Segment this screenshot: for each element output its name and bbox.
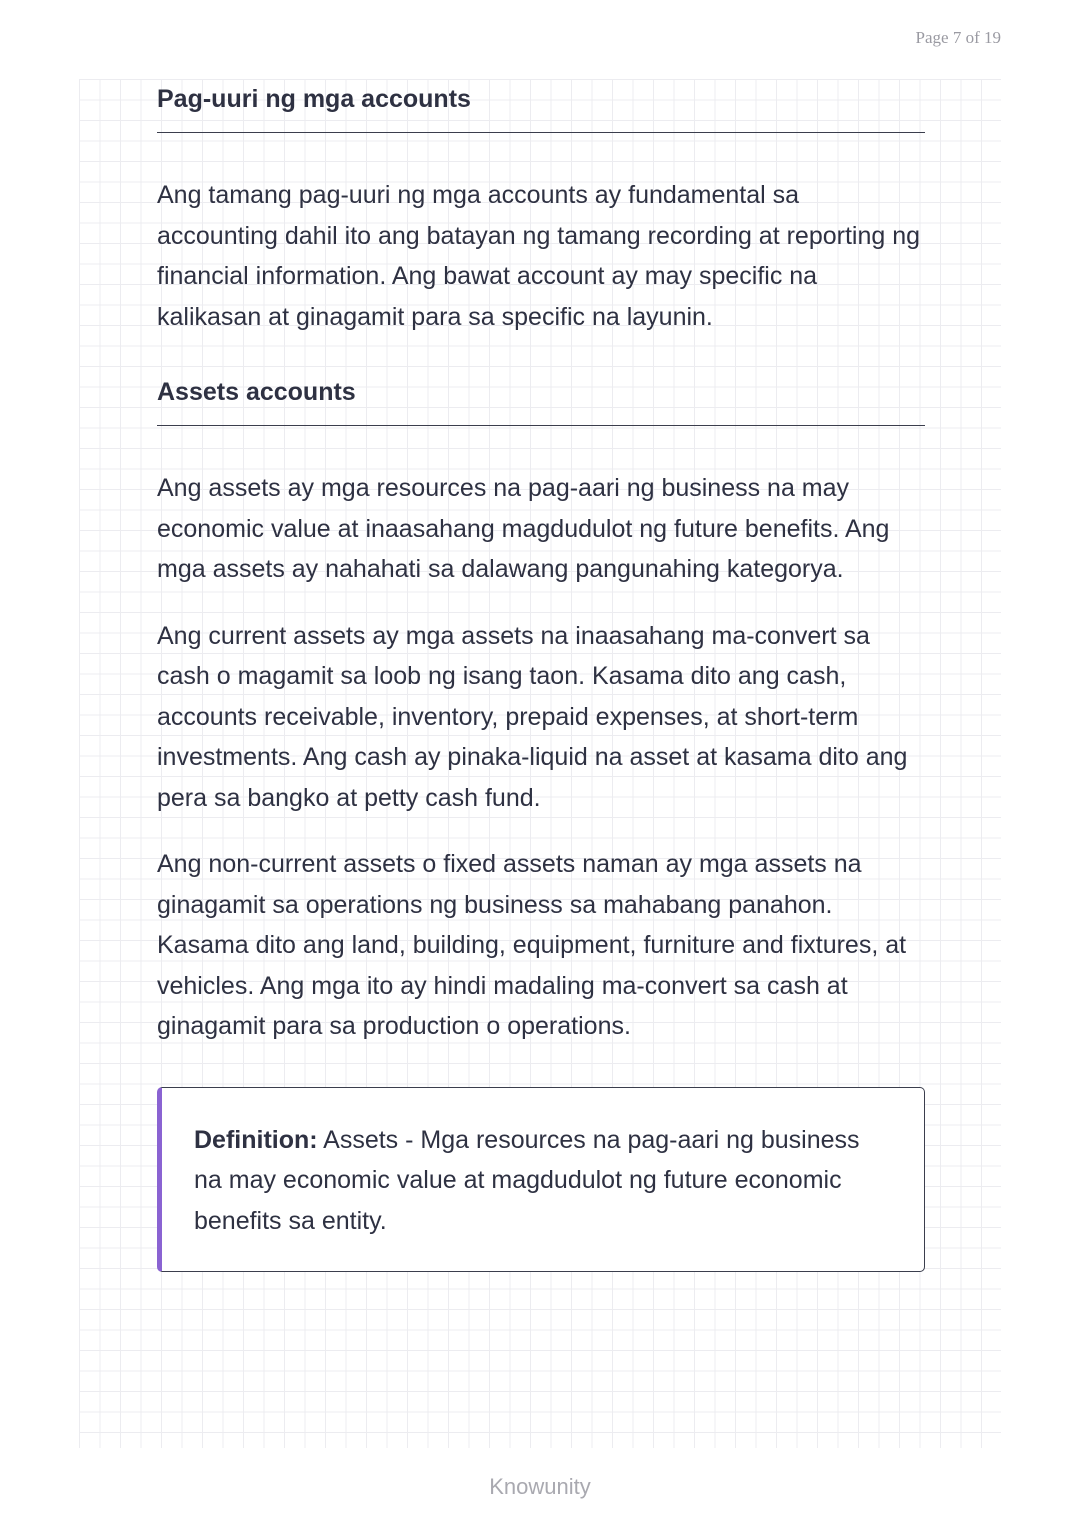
definition-body: Assets - Mga resources na pag-aari ng business na may economic value at magdudulot ng future economic benefits sa entity. [194,1125,860,1235]
footer-brand: Knowunity [489,1474,591,1499]
section-heading-classification: Pag-uuri ng mga accounts [157,78,925,133]
definition-label: Definition: [194,1125,318,1154]
page-number: Page 7 of 19 [915,28,1001,47]
definition-text [194,1120,894,1242]
paragraph-current-assets: Ang current assets ay mga assets na inaasahang ma-convert sa cash o magamit sa loob ng isang taon. Kasama dito ang cash, accounts receivable, inventory, prepaid expenses, at short-term investments. Ang cash ay pinaka-liquid na asset at kasama dito ang pera sa bangko at petty cash fund. [157,621,908,812]
paragraph-assets-intro: Ang assets ay mga resources na pag-aari ng business na may economic value at inaasahang magdudulot ng future benefits. Ang mga assets ay nahahati sa dalawang pangunahing kategorya. [157,474,890,583]
definition-box [157,1087,925,1273]
paragraph-classification-intro: Ang tamang pag-uuri ng mga accounts ay fundamental sa accounting dahil ito ang batayan ng tamang recording at reporting ng financial information. Ang bawat account ay may specific na kalikasan at ginagamit para sa specific na layunin. [157,181,921,331]
document-content [157,78,925,1272]
paragraph-non-current-assets: Ang non-current assets o fixed assets naman ay mga assets na ginagamit sa operations ng business sa mahabang panahon. Kasama dito ang land, building, equipment, furniture and fixtures, at vehicles. Ang mga ito ay hindi madaling ma-convert sa cash at ginagamit para sa production o operations. [157,850,907,1040]
section-heading-assets: Assets accounts [157,371,925,426]
